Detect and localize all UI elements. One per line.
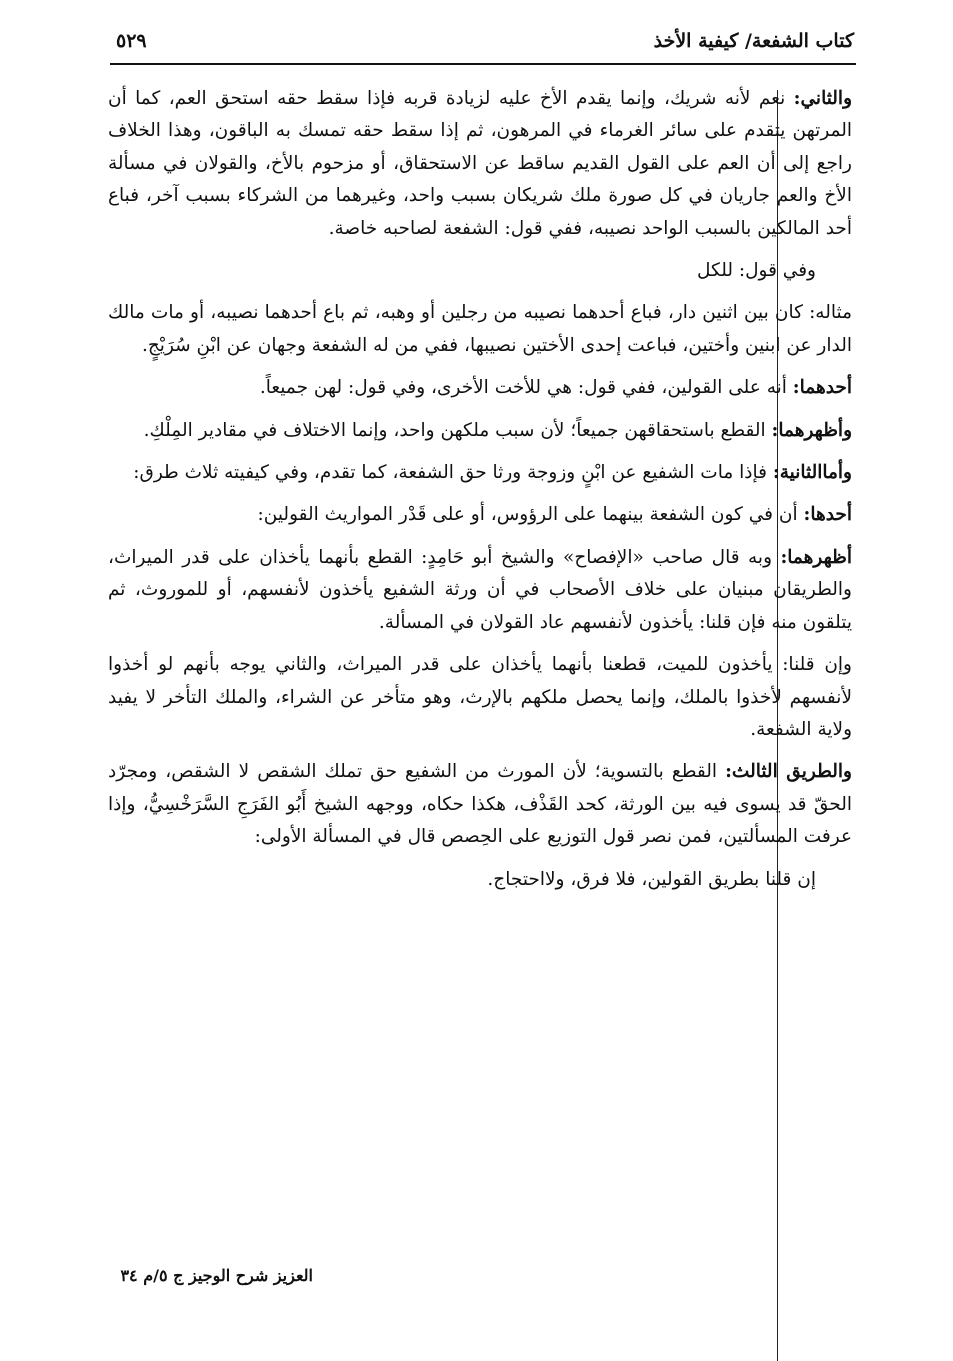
page-header: [110, 22, 854, 62]
paragraph-lead: والطريق الثالث:: [725, 761, 852, 783]
paragraph: [108, 415, 852, 447]
paragraph-text: وإن قلنا: يأخذون للميت، قطعنا بأنهما يأخذان على قدر الميراث، والثاني يوجه بأنهم لو أخذوا لأنفسهم لأخذوا بالملك، وإنما يحصل ملكهم بالإرث، وهو متأخر عن الشراء، والملك التأخر لا يفيد ولاية الشفعة.: [108, 654, 852, 740]
running-title: كتاب الشفعة/ كيفية الأخذ: [653, 30, 854, 52]
footer-signature: العزيز شرح الوجيز ج ٥/م ٣٤: [120, 1266, 313, 1285]
paragraph: [108, 83, 852, 245]
paragraph: [108, 756, 852, 853]
paragraph-lead: أظهرهما:: [780, 546, 852, 568]
paragraph: [108, 542, 852, 639]
paragraph-text: وبه قال صاحب «الإفصاح» والشيخ أبو حَامِدٍ: القطع بأنهما يأخذان على قدر الميراث، والطريقان مبنيان على خلاف الأصحاب في أن ورثة الشفيع يأخذون لأنفسهم، أو للموروث، ثم يتلقون منه فإن قلنا: يأخذون لأنفسهم عاد القولان في المسألة.: [108, 546, 852, 633]
paragraph-lead: أحدهما:: [792, 377, 852, 399]
paragraph: [108, 649, 852, 746]
paragraph: [108, 457, 852, 489]
paragraph-lead: وأظهرهما:: [771, 419, 852, 441]
paragraph: [108, 499, 852, 531]
paragraph: [108, 864, 852, 896]
paragraph-text: القطع باستحقاقهن جميعاً؛ لأن سبب ملكهن واحد، وإنما الاختلاف في مقادير المِلْكِ.: [143, 419, 772, 441]
paragraph-text: القطع بالتسوية؛ لأن المورث من الشفيع حق تملك الشقص لا الشقص، ومجرّد الحقّ قد يسوى فيه بين الورثة، كحد القَذْف، هكذا حكاه، ووجهه الشيخ أَبُو الفَرَجِ السَّرَخْسِيُّ، وإذا عرفت المسألتين، فمن نصر قول التوزيع على الحِصص قال في المسألة الأولى:: [108, 761, 852, 848]
paragraph-text: وفي قول: للكل: [696, 260, 816, 282]
paragraph: [108, 372, 852, 404]
body-text: [108, 83, 852, 906]
paragraph-text: مثاله: كان بين اثنين دار، فباع أحدهما نصيبه من رجلين أو وهبه، ثم باع أحدهما نصيبه، أو مات مالك الدار عن ابنين وأختين، فباعت إحدى الأختين نصيبها، ففي من له الشفعة وجهان عن ابْنِ سُرَيْجٍ.: [108, 302, 852, 356]
paragraph-text: أن في كون الشفعة بينهما على الرؤوس، أو على قَدْر المواريث القولين:: [257, 504, 804, 526]
paragraph-text: أنه على القولين، ففي قول: هي للأخت الأخرى، وفي قول: لهن جميعاً.: [259, 377, 793, 399]
header-rule: [110, 63, 856, 65]
paragraph-text: فإذا مات الشفيع عن ابْنٍ وزوجة ورثا حق الشفعة، كما تقدم، وفي كيفيته ثلاث طرق:: [133, 462, 773, 484]
paragraph: [108, 255, 852, 287]
paragraph-lead: وأماالثانية:: [772, 462, 852, 484]
paragraph-text: إن قلنا بطريق القولين، فلا فرق، ولااحتجاج.: [487, 868, 816, 890]
paragraph-lead: والثاني:: [793, 88, 852, 109]
paragraph: [108, 297, 852, 362]
paragraph-lead: أحدها:: [803, 504, 852, 526]
paragraph-text: نعم لأنه شريك، وإنما يقدم الأخ عليه لزيادة قربه فإذا سقط حقه استحق العم، كما أن المرتهن يتقدم على سائر الغرماء في المرهون، ثم إذا سقط حقه تمسك به الباقون، وهذا الخلاف راجع إلى أن العم على القول القديم ساقط عن الاستحقاق، أو مزحوم بالأخ، والقولان في مسألة الأخ والعم جاريان في كل صورة ملك شريكان بسبب واحد، وغيرهما من الشركاء بسبب آخر، فباع أحد المالكين بالسبب الواحد نصيبه، ففي قول: الشفعة لصاحبه خاصة.: [108, 88, 852, 239]
page-number: ٥٢٩: [116, 30, 147, 52]
